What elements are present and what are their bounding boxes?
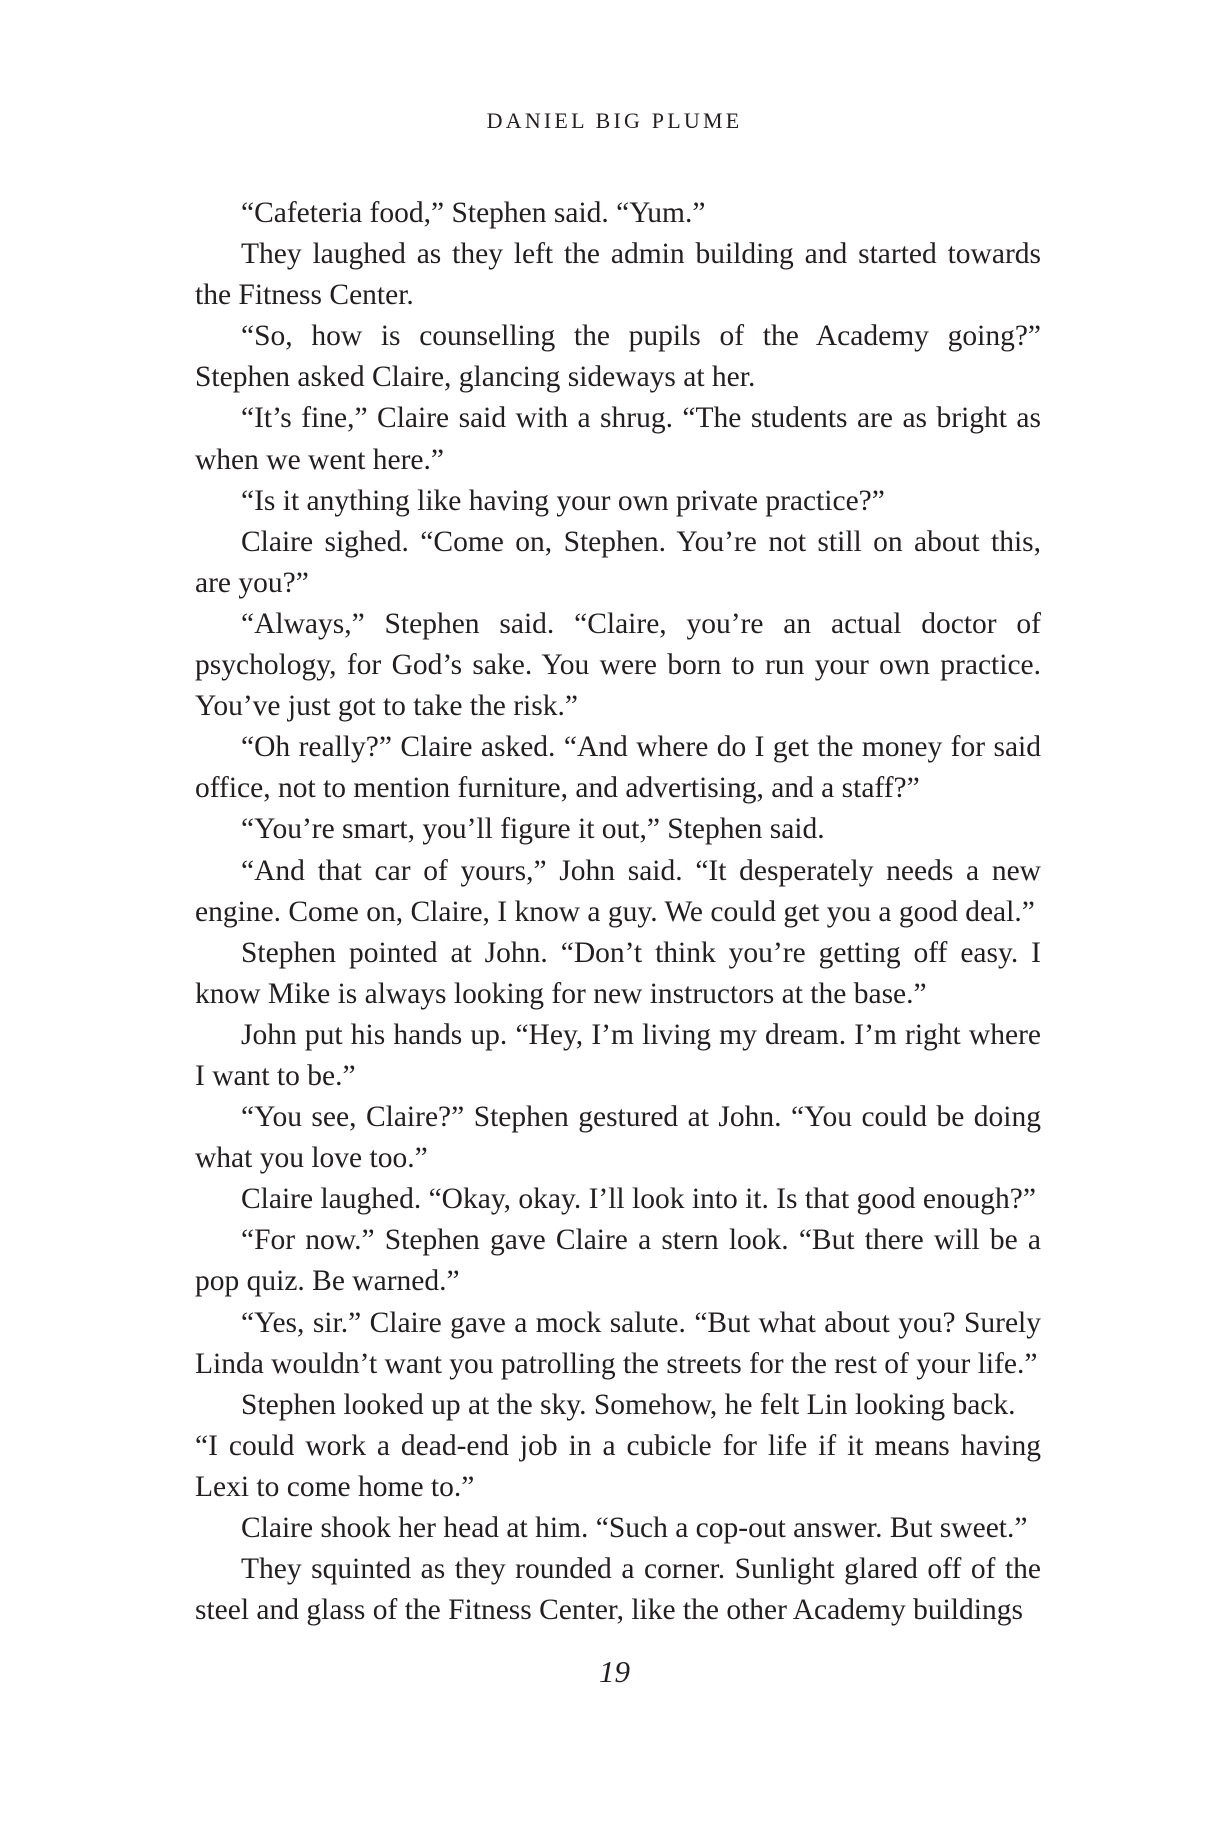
paragraph: “Cafeteria food,” Stephen said. “Yum.” — [241, 197, 706, 229]
paragraph: Stephen looked up at the sky. Somehow, he felt Lin looking back. — [241, 1388, 1016, 1421]
paragraph: Claire laughed. “Okay, okay. I’ll look into it. Is that good enough?” — [241, 1183, 1036, 1216]
running-head: DANIEL BIG PLUME — [486, 108, 743, 133]
page-number: 19 — [599, 1654, 630, 1689]
paragraph: Stephen pointed at John. “Don’t think you’re getting off easy. I know Mike is always looking for new instructors at the base.” — [195, 936, 1041, 1010]
paragraph-continuation: “I could work a dead-end job in a cubicle for life if it means having Lexi to come home to.” — [195, 1429, 1041, 1503]
paragraph: “You’re smart, you’ll figure it out,” Stephen said. — [241, 813, 825, 846]
paragraph: “So, how is counselling the pupils of the Academy going?” Stephen asked Claire, glancing sideways at her. — [195, 320, 1041, 394]
paragraph: Claire sighed. “Come on, Stephen. You’re not still on about this, are you?” — [195, 525, 1041, 599]
paragraph: “Always,” Stephen said. “Claire, you’re an actual doctor of psychology, for God’s sake. You were born to run your own practice. You’ve just got to take the risk.” — [195, 607, 1041, 723]
body-text — [195, 193, 1041, 1631]
paragraph: “And that car of yours,” John said. “It desperately needs a new engine. Come on, Claire, I know a guy. We could get you a good deal.” — [195, 854, 1041, 928]
paragraph: “For now.” Stephen gave Claire a stern look. “But there will be a pop quiz. Be warned.” — [195, 1224, 1041, 1298]
paragraph: “It’s fine,” Claire said with a shrug. “The students are as bright as when we went here.” — [195, 402, 1041, 476]
paragraph: “You see, Claire?” Stephen gestured at John. “You could be doing what you love too.” — [195, 1101, 1041, 1175]
paragraph: John put his hands up. “Hey, I’m living my dream. I’m right where I want to be.” — [195, 1018, 1041, 1092]
paragraph: “Is it anything like having your own private practice?” — [241, 484, 885, 517]
paragraph: They laughed as they left the admin building and started towards the Fitness Center. — [195, 238, 1041, 312]
paragraph: They squinted as they rounded a corner. Sunlight glared off of the steel and glass of the Fitness Center, like the other Academy buildings — [195, 1553, 1041, 1627]
paragraph: “Oh really?” Claire asked. “And where do I get the money for said office, not to mention furniture, and advertising, and a staff?” — [195, 731, 1041, 805]
paragraph: “Yes, sir.” Claire gave a mock salute. “But what about you? Surely Linda wouldn’t want you patrolling the streets for the rest of your life.” — [195, 1306, 1041, 1380]
paragraph: Claire shook her head at him. “Such a cop-out answer. But sweet.” — [241, 1512, 1028, 1544]
